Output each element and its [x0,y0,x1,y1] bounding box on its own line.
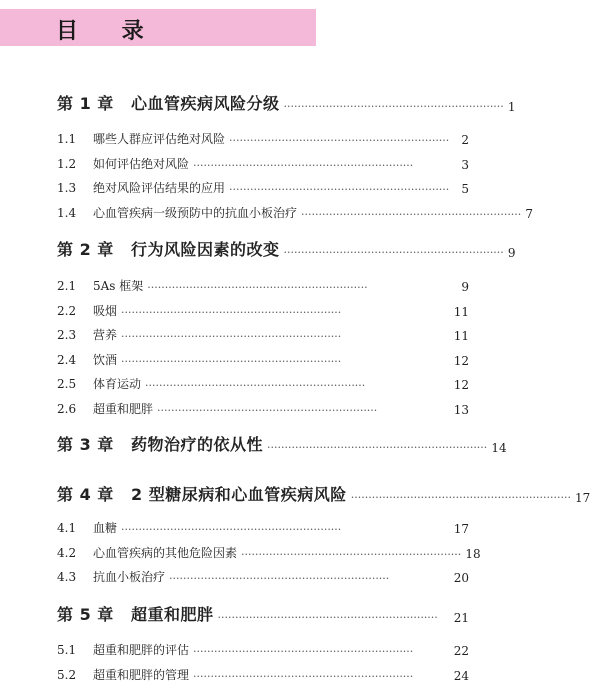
toc-section-4-2[interactable] [57,543,481,561]
toc-section-1-1[interactable] [57,129,469,147]
page-number: 14 [491,441,507,455]
dot-leader: ······························································· [229,134,450,147]
page-number: 7 [525,207,533,221]
toc-section-1-4[interactable] [57,203,533,221]
dot-leader: ······························································· [121,330,342,343]
dot-leader: ······························································· [121,355,342,368]
dot-leader: ······························································· [193,645,414,658]
section-number: 4.2 [57,546,77,560]
page-number: 1 [507,100,516,114]
section-number: 4.3 [57,570,77,584]
section-title: 体育运动 [93,377,142,391]
page-number: 18 [465,547,481,561]
page-title: 目 录 [56,19,162,44]
chapter-title: 药物治疗的依从性 [131,435,264,454]
section-number: 2.4 [57,353,77,367]
page-number: 11 [453,329,469,343]
toc-section-5-2[interactable] [57,665,469,683]
toc-chapter-3[interactable] [57,433,507,455]
section-title: 抗血小板治疗 [93,570,166,584]
section-title: 心血管疾病的其他危险因素 [93,546,238,560]
toc-section-2-2[interactable] [57,301,469,319]
toc-section-2-4[interactable] [57,350,469,368]
dot-leader: ······························································· [145,379,366,392]
section-title: 营养 [93,328,118,342]
toc-section-4-1[interactable] [57,518,469,536]
page-number: 20 [453,571,469,585]
section-number: 4.1 [57,521,77,535]
toc-section-2-3[interactable] [57,325,469,343]
page-number: 12 [453,354,469,368]
chapter-title: 心血管疾病风险分级 [131,94,280,113]
chapter-title: 行为风险因素的改变 [131,240,280,259]
page-number: 13 [453,403,469,417]
section-title: 哪些人群应评估绝对风险 [93,132,226,146]
section-number: 2.2 [57,304,77,318]
toc-section-1-3[interactable] [57,178,469,196]
page-number: 9 [507,246,516,260]
section-number: 1.3 [57,181,77,195]
section-title: 绝对风险评估结果的应用 [93,181,226,195]
toc-chapter-5[interactable] [57,603,469,625]
dot-leader: ······························································· [301,208,522,221]
chapter-number: 第 2 章 [57,240,114,259]
dot-leader: ······························································· [350,491,572,504]
section-number: 2.1 [57,279,77,293]
section-title: 超重和肥胖的评估 [93,643,190,657]
dot-leader: ······························································· [121,306,342,319]
toc-section-4-3[interactable] [57,567,469,585]
section-number: 2.5 [57,377,77,391]
dot-leader: ······························································· [217,611,438,624]
dot-leader: ······························································· [229,183,450,196]
page-number: 9 [461,280,469,294]
section-number: 5.1 [57,643,77,657]
chapter-number: 第 3 章 [57,435,114,454]
dot-leader: ······························································· [121,523,342,536]
page-number: 12 [453,378,469,392]
page-number: 2 [461,133,469,147]
section-title: 饮酒 [93,353,118,367]
page-number: 24 [453,669,469,683]
page-number: 5 [461,182,469,196]
chapter-title: 超重和肥胖 [131,605,214,624]
dot-leader: ······························································· [193,159,414,172]
dot-leader: ······························································· [283,246,504,259]
toc-section-2-5[interactable] [57,374,469,392]
section-title: 如何评估绝对风险 [93,157,190,171]
chapter-title: 2 型糖尿病和心血管疾病风险 [131,485,347,504]
toc-chapter-1[interactable] [57,92,516,114]
section-title: 血糖 [93,521,118,535]
dot-leader: ······························································· [147,281,368,294]
page-number: 21 [453,611,469,625]
toc-chapter-2[interactable] [57,238,516,260]
page-number: 17 [575,491,590,505]
section-number: 1.4 [57,206,77,220]
chapter-number: 第 4 章 [57,485,114,504]
page-number: 22 [453,644,469,658]
toc-section-5-1[interactable] [57,640,469,658]
chapter-number: 第 5 章 [57,605,114,624]
section-title: 5As 框架 [93,279,144,293]
dot-leader: ······························································· [267,441,488,454]
toc-section-2-6[interactable] [57,399,469,417]
dot-leader: ······························································· [241,548,462,561]
dot-leader: ······························································· [193,670,414,683]
dot-leader: ······························································· [169,572,390,585]
page-number: 11 [453,305,469,319]
toc-chapter-4[interactable] [57,483,590,505]
dot-leader: ······························································· [283,100,504,113]
toc-section-2-1[interactable] [57,276,469,294]
page-number: 3 [461,158,469,172]
section-title: 心血管疾病一级预防中的抗血小板治疗 [93,206,298,220]
section-title: 吸烟 [93,304,118,318]
section-number: 2.6 [57,402,77,416]
toc-section-1-2[interactable] [57,154,469,172]
section-title: 超重和肥胖 [93,402,154,416]
section-number: 1.2 [57,157,77,171]
section-number: 2.3 [57,328,77,342]
chapter-number: 第 1 章 [57,94,114,113]
section-title: 超重和肥胖的管理 [93,668,190,682]
dot-leader: ······························································· [157,404,378,417]
section-number: 5.2 [57,668,77,682]
page-number: 17 [453,522,469,536]
section-number: 1.1 [57,132,77,146]
